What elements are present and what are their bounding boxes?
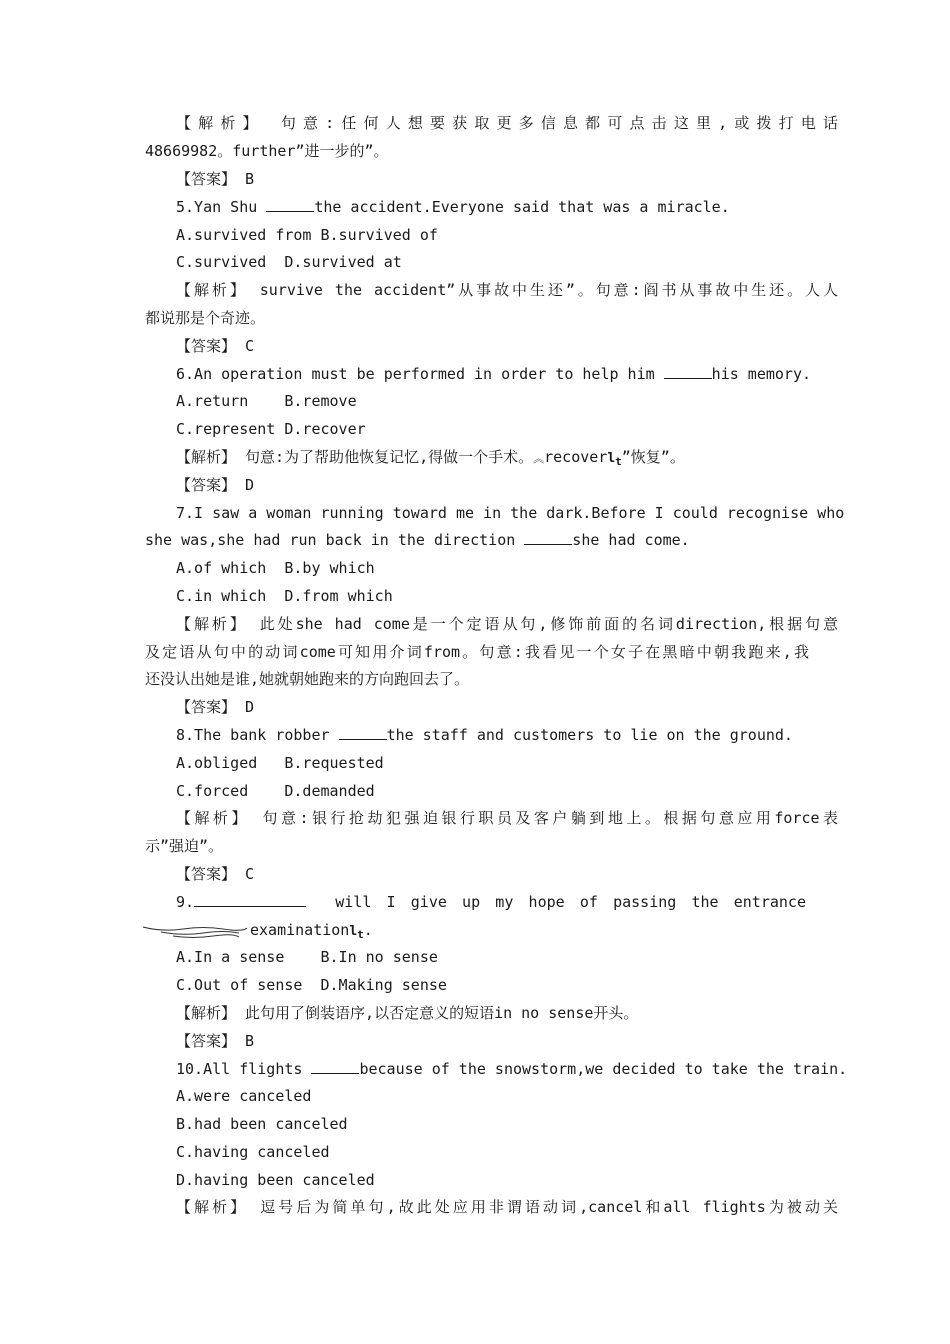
option-line: B.had been canceled [176, 1115, 348, 1133]
stray-mark-t: t [615, 455, 622, 468]
question-text: 6.An operation must be performed in order to help him [176, 365, 664, 383]
answer-line: 【答案】 D [176, 698, 255, 716]
option-line: D.having been canceled [176, 1171, 375, 1189]
question-text: 8.The bank robber [176, 726, 339, 744]
answer-blank [266, 197, 314, 212]
analysis-text: ”恢复”。 [621, 448, 685, 466]
analysis-line: 还没认出她是谁,她就朝她跑来的方向跑回去了。 [145, 670, 470, 688]
caret-mark: ︽ [533, 452, 545, 465]
question-7: 7.I saw a woman running toward me in the dark.Before I could recognise who [176, 504, 845, 522]
analysis-line: 示”强迫”。 [145, 837, 224, 855]
option-line: C.having canceled [176, 1143, 330, 1161]
answer-blank [664, 364, 712, 379]
option-line: C.forced D.demanded [176, 782, 375, 800]
question-text: 5.Yan Shu [176, 198, 267, 216]
answer-line: 【答案】 B [176, 1032, 255, 1050]
question-9-cont [250, 920, 373, 945]
analysis-line: 【解析】 此句用了倒装语序,以否定意义的短语in no sense开头。 [176, 1004, 639, 1022]
question-6 [176, 364, 811, 384]
question-text: she was,she had run back in the direction [145, 531, 525, 549]
option-line: A.return B.remove [176, 392, 357, 410]
question-9 [176, 892, 806, 912]
question-10 [176, 1059, 847, 1079]
answer-line: 【答案】 C [176, 865, 255, 883]
analysis-text: 【解析】 句意:为了帮助他恢复记忆,得做一个手术。 [176, 448, 534, 466]
option-line: A.of which B.by which [176, 559, 375, 577]
question-text: the accident.Everyone said that was a miracle. [314, 198, 730, 216]
question-7-cont [145, 530, 690, 550]
question-text: because of the snowstorm,we decided to take the train. [359, 1060, 848, 1078]
stray-mark-t: t [357, 928, 364, 941]
analysis-line: 【解析】 逗号后为简单句,故此处应用非谓语动词,cancel和all flights为被动关 [176, 1198, 838, 1216]
stray-mark-l: l [349, 924, 358, 939]
question-5 [176, 197, 730, 217]
analysis-line: 【解析】 此处she had come是一个定语从句,修饰前面的名词direction,根据句意 [176, 615, 838, 633]
option-line: C.represent D.recover [176, 420, 366, 438]
answer-blank [194, 892, 306, 907]
answer-blank [524, 530, 572, 545]
option-line: C.in which D.from which [176, 587, 393, 605]
answer-line: 【答案】 B [176, 170, 255, 188]
option-line: A.In a sense B.In no sense [176, 948, 438, 966]
analysis-line: 【解析】 survive the accident”从事故中生还”。句意:阎书从事故中生还。人人 [176, 281, 838, 299]
stray-mark-l: l [607, 451, 616, 466]
question-8 [176, 725, 793, 745]
question-text: his memory. [711, 365, 812, 383]
analysis-line: 【解析】 句意:银行抢劫犯强迫银行职员及客户躺到地上。根据句意应用force表 [176, 809, 838, 827]
analysis-line [176, 447, 685, 472]
question-number: 9. [176, 892, 306, 912]
analysis-line: 【解析】 句意:任何人想要获取更多信息都可点击这里,或拨打电话 [176, 114, 838, 132]
option-line: C.Out of sense D.Making sense [176, 976, 447, 994]
question-text: will I give up my hope of passing the entrance [320, 893, 806, 911]
question-text: 10.All flights [176, 1060, 312, 1078]
question-text: . [363, 921, 373, 939]
question-text: examination [250, 921, 350, 939]
question-text: the staff and customers to lie on the ground. [386, 726, 793, 744]
option-line: C.survived D.survived at [176, 253, 402, 271]
scribble-mark [143, 924, 249, 940]
analysis-line: 48669982。further”进一步的”。 [145, 142, 389, 160]
option-line: A.obliged B.requested [176, 754, 384, 772]
answer-line: 【答案】 D [176, 476, 255, 494]
answer-blank [339, 725, 387, 740]
answer-blank [311, 1059, 359, 1074]
answer-line: 【答案】 C [176, 337, 255, 355]
option-line: A.survived from B.survived of [176, 226, 438, 244]
question-text: she had come. [572, 531, 690, 549]
analysis-line: 都说那是个奇迹。 [145, 309, 266, 327]
analysis-text: recover [544, 448, 608, 466]
option-line: A.were canceled [176, 1087, 312, 1105]
analysis-line: 及定语从句中的动词come可知用介词from。句意:我看见一个女子在黑暗中朝我跑来,我 [145, 643, 809, 661]
